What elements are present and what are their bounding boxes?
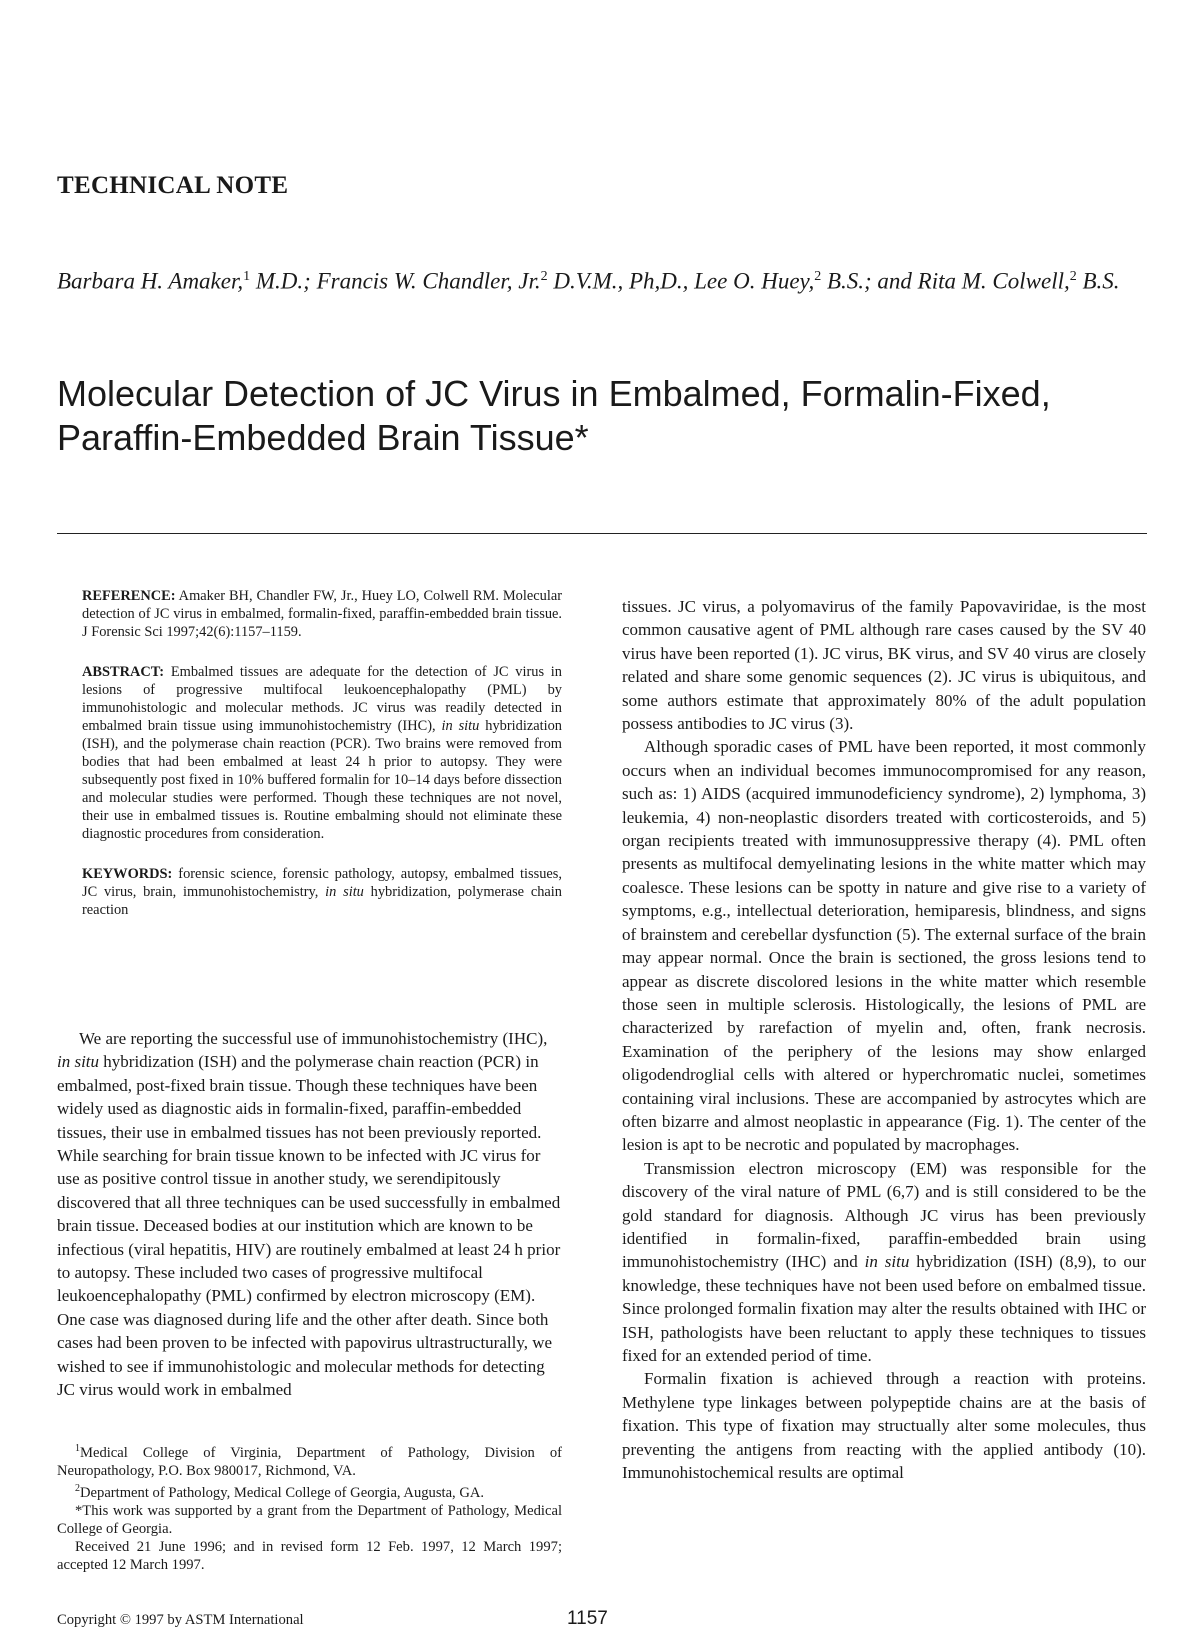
author-name: Francis W. Chandler, Jr. — [316, 268, 541, 294]
body-paragraph: Although sporadic cases of PML have been reported, it most commonly occurs when an individual becomes immunocompromised for any reason, such as: 1) AIDS (acquired immunodeficiency syndrome), 2) lymphoma, 3) leukemia, 4) non-neoplastic disorders treated with corticosteroids, and 5) organ recipients treated with immunosuppressive therapy (4). PML often presents as multifocal demyelinating lesions in the white matter which may coalesce. These lesions can be spotty in nature and give rise to a variety of symptoms, e.g., intellectual deterioration, hemiparesis, blindness, and signs of brainstem and cerebellar dysfunction (5). The external surface of the brain may appear normal. Once the brain is sectioned, the gross lesions tend to appear as discrete discolored lesions in the white matter which resemble those seen in multiple sclerosis. Histologically, the lesions of PML are characterized by rarefaction of myelin and, often, frank necrosis. Examination of the periphery of the lesions may show enlarged oligodendroglial cells with altered or hyperchromatic nuclei, sometimes containing viral inclusions. These are accompanied by astrocytes which are often bizarre and almost neoplastic in appearance (Fig. 1). The center of the lesion is apt to be necrotic and populated by macrophages. — [622, 737, 1146, 1155]
keywords-text: hybridization, polymerase chain reaction — [82, 884, 562, 918]
footnote-text: Medical College of Virginia, Department of Pathology, Division of Neuropathology, P.O. Box 980017, Richmond, VA. — [57, 1444, 562, 1479]
keywords-italic: in situ — [325, 884, 364, 900]
body-paragraph — [57, 1027, 562, 1402]
reference-text: Amaker BH, Chandler FW, Jr., Huey LO, Colwell RM. Molecular detection of JC virus in embalmed, formalin-fixed, paraffin-embedded brain tissue. J Forensic Sci 1997;42(6):1157–1159. — [82, 588, 562, 640]
body-text: Transmission electron microscopy (EM) was responsible for the discovery of the viral nature of PML (6,7) and is still considered to be the gold standard for diagnosis. Although JC virus has been previously identified in formalin-fixed, paraffin-embedded brain using immunohistochemistry (IHC) and — [622, 1158, 1146, 1272]
section-label: TECHNICAL NOTE — [57, 172, 289, 199]
copyright-notice: Copyright © 1997 by ASTM International — [57, 1612, 304, 1628]
body-paragraph: Formalin fixation is achieved through a reaction with proteins. Methylene type linkages between polypeptide chains are at the basis of fixation. This type of fixation may structually alter some molecules, thus preventing the antigens from reacting with the applied antibody (10). Immunohistochemical results are optimal — [622, 1369, 1146, 1483]
left-body-text — [57, 1027, 562, 1402]
keywords-paragraph — [82, 865, 562, 919]
right-body-text — [622, 595, 1146, 1484]
body-italic: in situ — [864, 1252, 910, 1272]
body-text: hybridization (ISH) and the polymerase chain reaction (PCR) in embalmed, post-fixed brain tissue. Though these techniques have been widely used as diagnostic aids in formalin-fixed, paraffin-embedded tissues, their use in embalmed tissues has not been previously reported. While searching for brain tissue known to be infected with JC virus for use as positive control tissue in another study, we serendipitously discovered that all three techniques can be used successfully in embalmed brain tissue. Deceased bodies at our institution which are known to be infectious (viral hepatitis, HIV) are routinely embalmed at least 24 h prior to autopsy. These included two cases of progressive multifocal leukoencephalopathy (PML) confirmed by electron microscopy (EM). One case was diagnosed during life and the other after death. Since both cases had been proven to be infected with papovirus ultrastructurally, we wished to see if immunohistologic and molecular methods for detecting JC virus would work in embalmed — [57, 1052, 561, 1400]
reference-label: REFERENCE: — [82, 588, 176, 604]
abstract-italic: in situ — [441, 718, 480, 734]
author-degree: B.S.; and Rita — [821, 268, 962, 294]
reference-paragraph — [82, 587, 562, 641]
title-divider — [57, 533, 1147, 534]
body-italic: in situ — [57, 1052, 100, 1072]
affiliation-marker: 2 — [1069, 269, 1077, 284]
footnote — [57, 1480, 562, 1503]
received-note: Received 21 June 1996; and in revised form 12 Feb. 1997, 12 March 1997; accepted 12 March 1997. — [57, 1538, 562, 1573]
footnote — [57, 1440, 562, 1480]
body-paragraph — [622, 1157, 1146, 1368]
author-degree: B.S. — [1076, 268, 1120, 294]
affiliation-marker: 2 — [540, 269, 548, 284]
author-name: Barbara H. Amaker, — [57, 268, 244, 294]
author-name: Lee O. Huey, — [694, 268, 815, 294]
footnote: *This work was supported by a grant from the Department of Pathology, Medical College of Georgia. — [57, 1503, 562, 1537]
abstract-text: Embalmed tissues are adequate for the detection of JC virus in lesions of progressive multifocal leukoencephalopathy (PML) by immunohistologic and molecular methods. JC virus was readily detected in embalmed brain tissue using immunohistochemistry (IHC), — [82, 664, 562, 734]
body-text: hybridization (ISH) (8,9), to our knowledge, these techniques have not been used before on embalmed tissue. Since prolonged formalin fixation may alter the results obtained with IHC or ISH, pathologists have been reluctant to apply these techniques to tissues fixed for an extended period of time. — [622, 1252, 1146, 1365]
author-list — [57, 262, 1147, 297]
abstract-paragraph — [82, 663, 562, 843]
body-paragraph: tissues. JC virus, a polyomavirus of the family Papovaviridae, is the most common causative agent of PML although rare cases caused by the SV 40 virus have been reported (1). JC virus, BK virus, and SV 40 virus are closely related and share some genomic sequences (2). JC virus is ubiquitous, and some authors estimate that approximately 80% of the adult population possess antibodies to JC virus (3). — [622, 597, 1146, 734]
author-name: M. Colwell, — [961, 268, 1070, 294]
abstract-block — [82, 587, 562, 941]
footnote-marker: 2 — [75, 1483, 80, 1495]
page-number: 1157 — [567, 1608, 608, 1629]
footnotes — [57, 1440, 562, 1574]
abstract-text: hybridization (ISH), and the polymerase chain reaction (PCR). Two brains were removed from bodies that had been embalmed at least 24 h prior to autopsy. They were subsequently post fixed in 10% buffered formalin for 10–14 days before dissection and molecular studies were performed. Though these techniques are not novel, their use in embalmed tissues is. Routine embalming should not eliminate these diagnostic procedures from consideration. — [82, 718, 562, 842]
footnote-text: Department of Pathology, Medical College of Georgia, Augusta, GA. — [80, 1485, 485, 1502]
affiliation-marker: 1 — [243, 269, 251, 284]
author-degree: M.D.; — [250, 268, 317, 294]
affiliation-marker: 2 — [814, 269, 822, 284]
author-degree: D.V.M., Ph,D., — [547, 268, 695, 294]
footnote-marker: 1 — [75, 1443, 80, 1454]
paper-title: Molecular Detection of JC Virus in Embalmed, Formalin-Fixed, Paraffin-Embedded Brain Tissue* — [57, 373, 1051, 458]
body-text: We are reporting the successful use of immunohistochemistry (IHC), — [79, 1029, 548, 1048]
keywords-label: KEYWORDS: — [82, 866, 173, 882]
keywords-text: forensic science, forensic pathology, autopsy, embalmed tissues, JC virus, brain, immunohistochemistry, — [82, 866, 562, 900]
abstract-label: ABSTRACT: — [82, 664, 165, 680]
